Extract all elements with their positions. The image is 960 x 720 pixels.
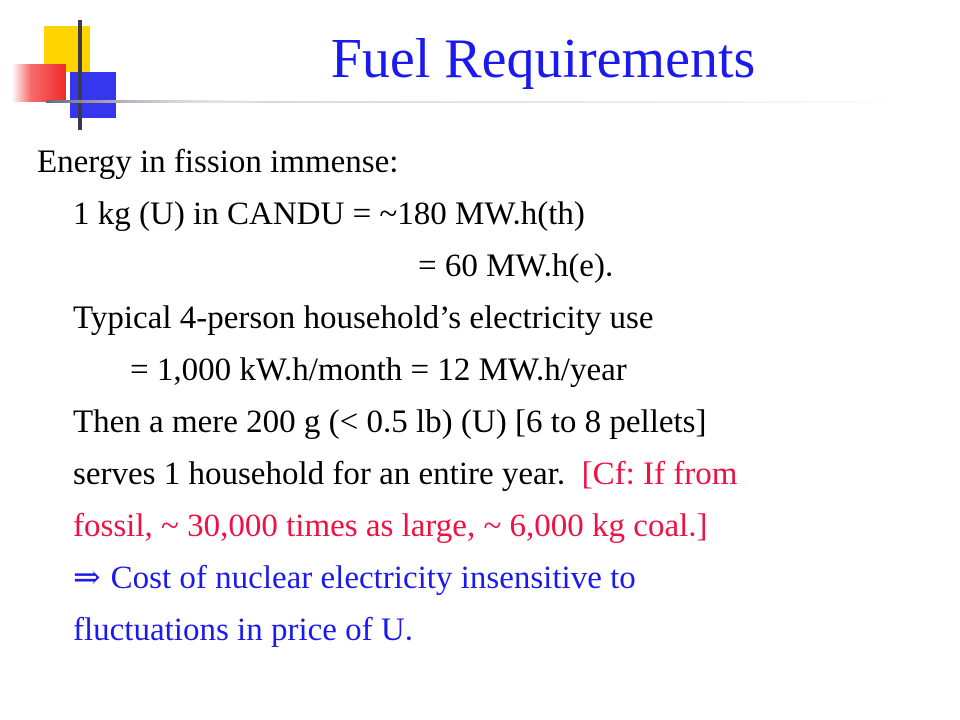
body-line-8: fossil, ~ 30,000 times as large, ~ 6,000 kg coal.] [73, 508, 708, 544]
implies-arrow-icon: ⇒ [73, 560, 101, 596]
body-line-6: Then a mere 200 g (< 0.5 lb) (U) [6 to 8 pellets] [73, 404, 707, 440]
body-line-7-text: serves 1 household for an entire year. [73, 456, 566, 492]
body-line-1: Energy in fission immense: [37, 144, 399, 180]
body-line-10: fluctuations in price of U. [73, 612, 413, 648]
body-line-5: = 1,000 kW.h/month = 12 MW.h/year [130, 352, 627, 388]
body-line-2: 1 kg (U) in CANDU = ~180 MW.h(th) [73, 196, 585, 232]
body-line-3: = 60 MW.h(e). [418, 248, 614, 284]
body-line-7 [73, 454, 737, 494]
slide-title: Fuel Requirements [330, 28, 756, 90]
body-line-9-text: Cost of nuclear electricity insensitive to [110, 560, 636, 596]
body-line-4: Typical 4-person household’s electricity use [73, 300, 654, 336]
body-line-7-note: [Cf: If from [581, 456, 738, 492]
body-line-9 [73, 558, 636, 598]
